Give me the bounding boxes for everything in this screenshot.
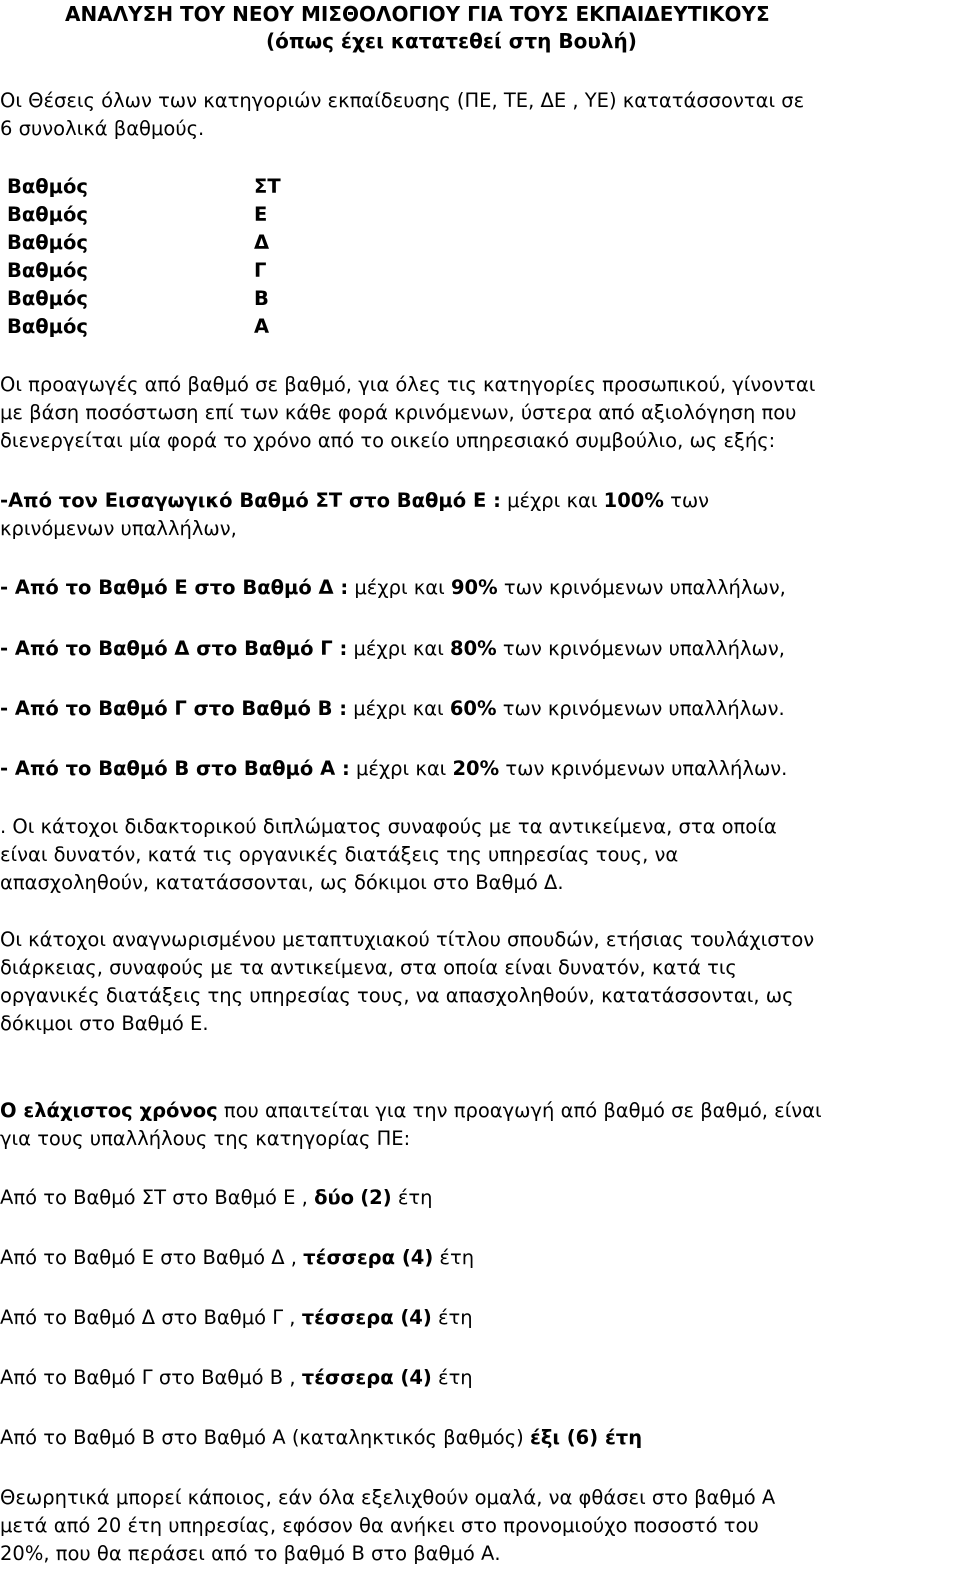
duration-row bbox=[0, 1186, 432, 1210]
quota-row bbox=[0, 489, 709, 513]
duration-word: δύο bbox=[314, 1186, 355, 1209]
grade-label: Βαθμός bbox=[7, 287, 88, 310]
duration-row bbox=[0, 1366, 473, 1390]
quota-row bbox=[0, 637, 785, 661]
masters-line-4: δόκιμοι στο Βαθμό Ε. bbox=[0, 1012, 209, 1035]
masters-line-3: οργανικές διατάξεις της υπηρεσίας τους, να απασχοληθούν, κατατάσσονται, ως bbox=[0, 984, 794, 1007]
min-time-line-1 bbox=[0, 1099, 822, 1123]
promotions-intro-line-2: με βάση ποσόστωση επί των κάθε φορά κρινόμενων, ύστερα από αξιολόγηση που bbox=[0, 401, 797, 424]
duration-transition: Από το Βαθμό Β στο Βαθμό Α (καταληκτικός βαθμός) bbox=[0, 1426, 530, 1449]
quota-percentage: 60% bbox=[449, 697, 497, 720]
duration-unit: έτη bbox=[431, 1306, 473, 1329]
quota-text-tail: των κρινόμενων υπαλλήλων, bbox=[497, 576, 786, 599]
quota-grade-transition: - Από το Βαθμό Δ στο Βαθμό Γ : bbox=[0, 637, 348, 660]
duration-transition: Από το Βαθμό Ε στο Βαθμό Δ , bbox=[0, 1246, 304, 1269]
duration-transition: Από το Βαθμό ΣΤ στο Βαθμό Ε , bbox=[0, 1186, 315, 1209]
duration-unit: έτη bbox=[433, 1246, 475, 1269]
grade-value: ΣΤ bbox=[254, 175, 281, 198]
grade-value: Γ bbox=[254, 259, 267, 282]
quota-text-tail: των κρινόμενων υπαλλήλων, bbox=[496, 637, 785, 660]
grade-label: Βαθμός bbox=[7, 231, 88, 254]
theory-line-2: μετά από 20 έτη υπηρεσίας, εφόσον θα ανήκει στο προνομιούχο ποσοστό του bbox=[0, 1514, 759, 1537]
quota-row bbox=[0, 697, 785, 721]
intro-line-1: Οι Θέσεις όλων των κατηγοριών εκπαίδευσης (ΠΕ, ΤΕ, ΔΕ , ΥΕ) κατατάσσονται σε bbox=[0, 89, 805, 112]
duration-row bbox=[0, 1426, 642, 1450]
duration-word: τέσσερα bbox=[301, 1366, 394, 1389]
grade-value: Α bbox=[254, 315, 270, 338]
quota-grade-transition: - Από το Βαθμό Γ στο Βαθμό Β : bbox=[0, 697, 348, 720]
masters-line-2: διάρκειας, συναφούς με τα αντικείμενα, στα οποία είναι δυνατόν, κατά τις bbox=[0, 956, 737, 979]
duration-transition: Από το Βαθμό Δ στο Βαθμό Γ , bbox=[0, 1306, 302, 1329]
quota-percentage: 80% bbox=[450, 637, 497, 660]
min-time-line-2: για τους υπαλλήλους της κατηγορίας ΠΕ: bbox=[0, 1127, 411, 1150]
duration-word: τέσσερα bbox=[303, 1246, 396, 1269]
quota-text: μέχρι και bbox=[349, 757, 453, 780]
quota-percentage: 100% bbox=[603, 489, 664, 512]
duration-row bbox=[0, 1246, 474, 1270]
quota-row bbox=[0, 576, 786, 600]
theory-line-3: 20%, που θα περάσει από το βαθμό Β στο βαθμό Α. bbox=[0, 1542, 501, 1565]
grade-value: Β bbox=[254, 287, 269, 310]
duration-number: (4) bbox=[393, 1306, 432, 1329]
duration-unit: έτη bbox=[391, 1186, 433, 1209]
quota-text: μέχρι και bbox=[347, 697, 450, 720]
grade-label: Βαθμός bbox=[7, 315, 88, 338]
document-title-line-2: (όπως έχει κατατεθεί στη Βουλή) bbox=[266, 29, 637, 53]
promotions-intro-line-3: διενεργείται μία φορά το χρόνο από το οικείο υπηρεσιακό συμβούλιο, ως εξής: bbox=[0, 429, 776, 452]
doctorate-line-3: απασχοληθούν, κατατάσσονται, ως δόκιμοι στο Βαθμό Δ. bbox=[0, 871, 564, 894]
duration-number: (2) bbox=[360, 1186, 392, 1209]
quota-grade-transition: -Από τον Εισαγωγικό Βαθμό ΣΤ στο Βαθμό Ε : bbox=[0, 489, 501, 512]
duration-unit: έτη bbox=[598, 1426, 643, 1449]
quota-text-tail: των κρινόμενων υπαλλήλων. bbox=[496, 697, 785, 720]
grade-value: Δ bbox=[254, 231, 270, 254]
duration-number: (4) bbox=[393, 1366, 432, 1389]
duration-transition: Από το Βαθμό Γ στο Βαθμό Β , bbox=[0, 1366, 302, 1389]
quota-row bbox=[0, 757, 787, 781]
quota-grade-transition: - Από το Βαθμό Β στο Βαθμό Α : bbox=[0, 757, 350, 780]
theory-line-1: Θεωρητικά μπορεί κάποιος, εάν όλα εξελιχθούν ομαλά, να φθάσει στο βαθμό Α bbox=[0, 1486, 776, 1509]
quota-text-tail: των bbox=[663, 489, 710, 512]
grade-label: Βαθμός bbox=[7, 203, 88, 226]
quota-percentage: 90% bbox=[450, 576, 498, 599]
quota-grade-transition: - Από το Βαθμό Ε στο Βαθμό Δ : bbox=[0, 576, 349, 599]
quota-text: μέχρι και bbox=[500, 489, 604, 512]
doctorate-line-2: είναι δυνατόν, κατά τις οργανικές διατάξεις της υπηρεσίας τους, να bbox=[0, 843, 679, 866]
duration-unit: έτη bbox=[431, 1366, 473, 1389]
document-title-line-1: ΑΝΑΛΥΣΗ ΤΟΥ ΝΕΟΥ ΜΙΣΘΟΛΟΓΙΟΥ ΓΙΑ ΤΟΥΣ ΕΚΠΑΙΔΕΥΤΙΚΟΥΣ bbox=[65, 2, 770, 26]
intro-line-2: 6 συνολικά βαθμούς. bbox=[0, 117, 205, 140]
duration-number: (6) bbox=[559, 1426, 599, 1449]
promotions-intro-line-1: Οι προαγωγές από βαθμό σε βαθμό, για όλες τις κατηγορίες προσωπικού, γίνονται bbox=[0, 373, 816, 396]
grade-value: Ε bbox=[254, 203, 268, 226]
duration-number: (4) bbox=[395, 1246, 434, 1269]
grade-label: Βαθμός bbox=[7, 259, 88, 282]
min-time-heading: Ο ελάχιστος χρόνος bbox=[0, 1099, 218, 1122]
min-time-text: που απαιτείται για την προαγωγή από βαθμό σε βαθμό, είναι bbox=[217, 1099, 822, 1122]
masters-line-1: Οι κάτοχοι αναγνωρισμένου μεταπτυχιακού τίτλου σπουδών, ετήσιας τουλάχιστον bbox=[0, 928, 815, 951]
quota-text-tail: των κρινόμενων υπαλλήλων. bbox=[499, 757, 788, 780]
duration-row bbox=[0, 1306, 473, 1330]
doctorate-line-1: . Οι κάτοχοι διδακτορικού διπλώματος συναφούς με τα αντικείμενα, στα οποία bbox=[0, 815, 777, 838]
quota-row-continuation: κρινόμενων υπαλλήλων, bbox=[0, 517, 237, 540]
duration-word: τέσσερα bbox=[301, 1306, 394, 1329]
grade-label: Βαθμός bbox=[7, 175, 88, 198]
duration-word: έξι bbox=[529, 1426, 560, 1449]
quota-text: μέχρι και bbox=[347, 637, 451, 660]
quota-text: μέχρι και bbox=[348, 576, 451, 599]
quota-percentage: 20% bbox=[452, 757, 500, 780]
